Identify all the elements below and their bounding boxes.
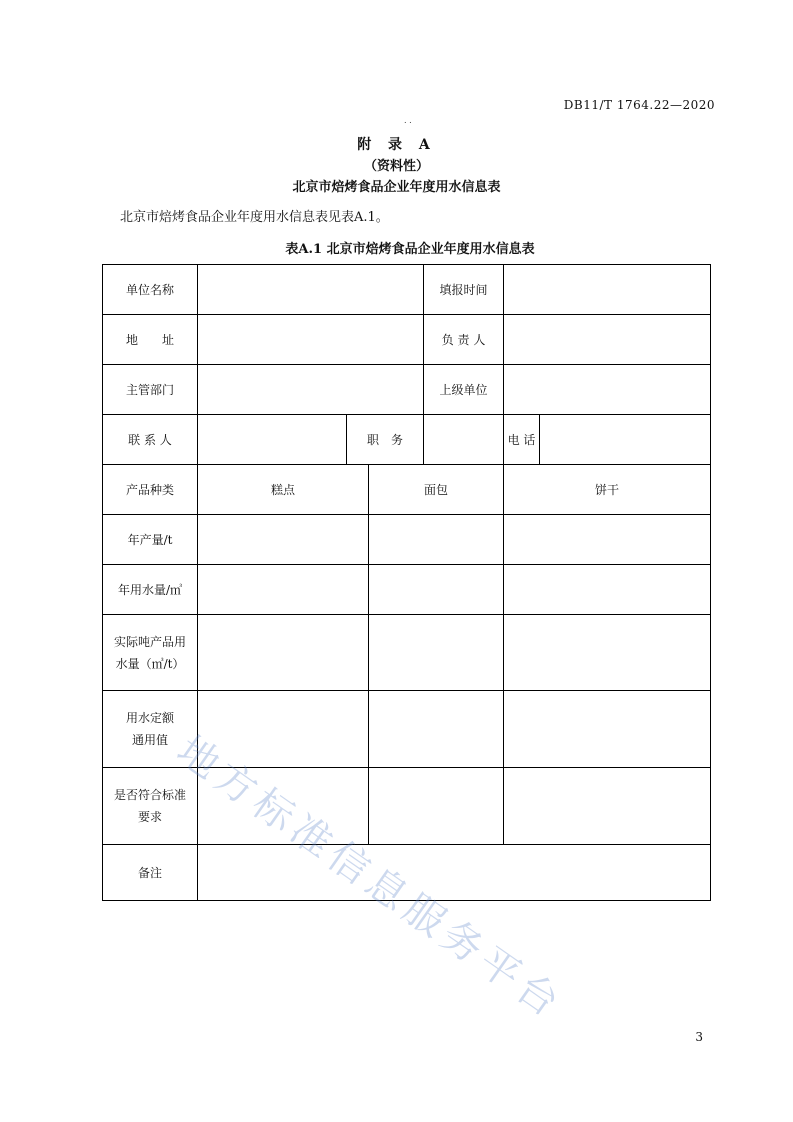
remarks-label: 备注 xyxy=(103,845,198,901)
actual-water-biscuit xyxy=(504,615,711,691)
phone-label: 电 话 xyxy=(504,415,540,465)
product-bread: 面包 xyxy=(369,465,504,515)
annual-water-biscuit xyxy=(504,565,711,615)
table-row xyxy=(103,768,711,845)
annual-output-label: 年产量/t xyxy=(103,515,198,565)
annual-output-cake xyxy=(198,515,369,565)
remarks-value xyxy=(198,845,711,901)
product-cake: 糕点 xyxy=(198,465,369,515)
superior-value xyxy=(504,365,711,415)
address-label: 地 址 xyxy=(103,315,198,365)
table-caption: 表A.1 北京市焙烤食品企业年度用水信息表 xyxy=(285,242,535,257)
quota-label-line1: 用水定额 xyxy=(125,711,174,725)
position-label: 职 务 xyxy=(347,415,424,465)
document-code: DB11/T 1764.22—2020 xyxy=(563,98,715,112)
phone-value xyxy=(540,415,711,465)
table-row xyxy=(103,415,711,465)
actual-water-bread xyxy=(369,615,504,691)
annual-output-bread xyxy=(369,515,504,565)
contact-value xyxy=(198,415,347,465)
annual-water-bread xyxy=(369,565,504,615)
conform-cake xyxy=(198,768,369,845)
unit-name-value xyxy=(198,265,424,315)
superior-label: 上级单位 xyxy=(424,365,504,415)
appendix-name: 北京市焙烤食品企业年度用水信息表 xyxy=(292,180,501,195)
table-row xyxy=(103,265,711,315)
table-row xyxy=(103,565,711,615)
page-number: 3 xyxy=(695,1030,703,1044)
conform-label-line2: 要求 xyxy=(137,810,162,824)
conform-bread xyxy=(369,768,504,845)
conform-biscuit xyxy=(504,768,711,845)
product-biscuit: 饼干 xyxy=(504,465,711,515)
table-row xyxy=(103,465,711,515)
water-info-table xyxy=(102,264,711,901)
conform-label-line1: 是否符合标准 xyxy=(113,788,186,802)
fill-time-label: 填报时间 xyxy=(424,265,504,315)
unit-name-label: 单位名称 xyxy=(103,265,198,315)
table-row xyxy=(103,691,711,768)
quota-biscuit xyxy=(504,691,711,768)
product-type-label: 产品种类 xyxy=(103,465,198,515)
quota-label-line2: 通用值 xyxy=(131,733,168,747)
actual-water-cake xyxy=(198,615,369,691)
actual-water-label-line1: 实际吨产品用 xyxy=(113,634,186,649)
person-in-charge-value xyxy=(504,315,711,365)
position-value xyxy=(424,415,504,465)
table-row xyxy=(103,515,711,565)
header-dots: . . xyxy=(404,116,412,125)
fill-time-value xyxy=(504,265,711,315)
annual-water-cake xyxy=(198,565,369,615)
address-value xyxy=(198,315,424,365)
appendix-nature: （资料性） xyxy=(363,159,429,174)
annual-water-label: 年用水量/㎥ xyxy=(103,565,198,615)
table-row xyxy=(103,615,711,691)
intro-paragraph: 北京市焙烤食品企业年度用水信息表见表A.1。 xyxy=(120,210,389,225)
person-in-charge-label: 负 责 人 xyxy=(424,315,504,365)
actual-water-label xyxy=(103,615,198,691)
quota-bread xyxy=(369,691,504,768)
quota-cake xyxy=(198,691,369,768)
contact-label: 联 系 人 xyxy=(103,415,198,465)
table-row xyxy=(103,845,711,901)
actual-water-label-line2: 水量（㎥/t） xyxy=(115,656,185,671)
appendix-title: 附 录 A xyxy=(357,137,436,153)
quota-label xyxy=(103,691,198,768)
authority-label: 主管部门 xyxy=(103,365,198,415)
annual-output-biscuit xyxy=(504,515,711,565)
authority-value xyxy=(198,365,424,415)
table-row xyxy=(103,315,711,365)
conform-label xyxy=(103,768,198,845)
watermark: 地方标准信息服务平台 xyxy=(168,727,572,1029)
table-row xyxy=(103,365,711,415)
